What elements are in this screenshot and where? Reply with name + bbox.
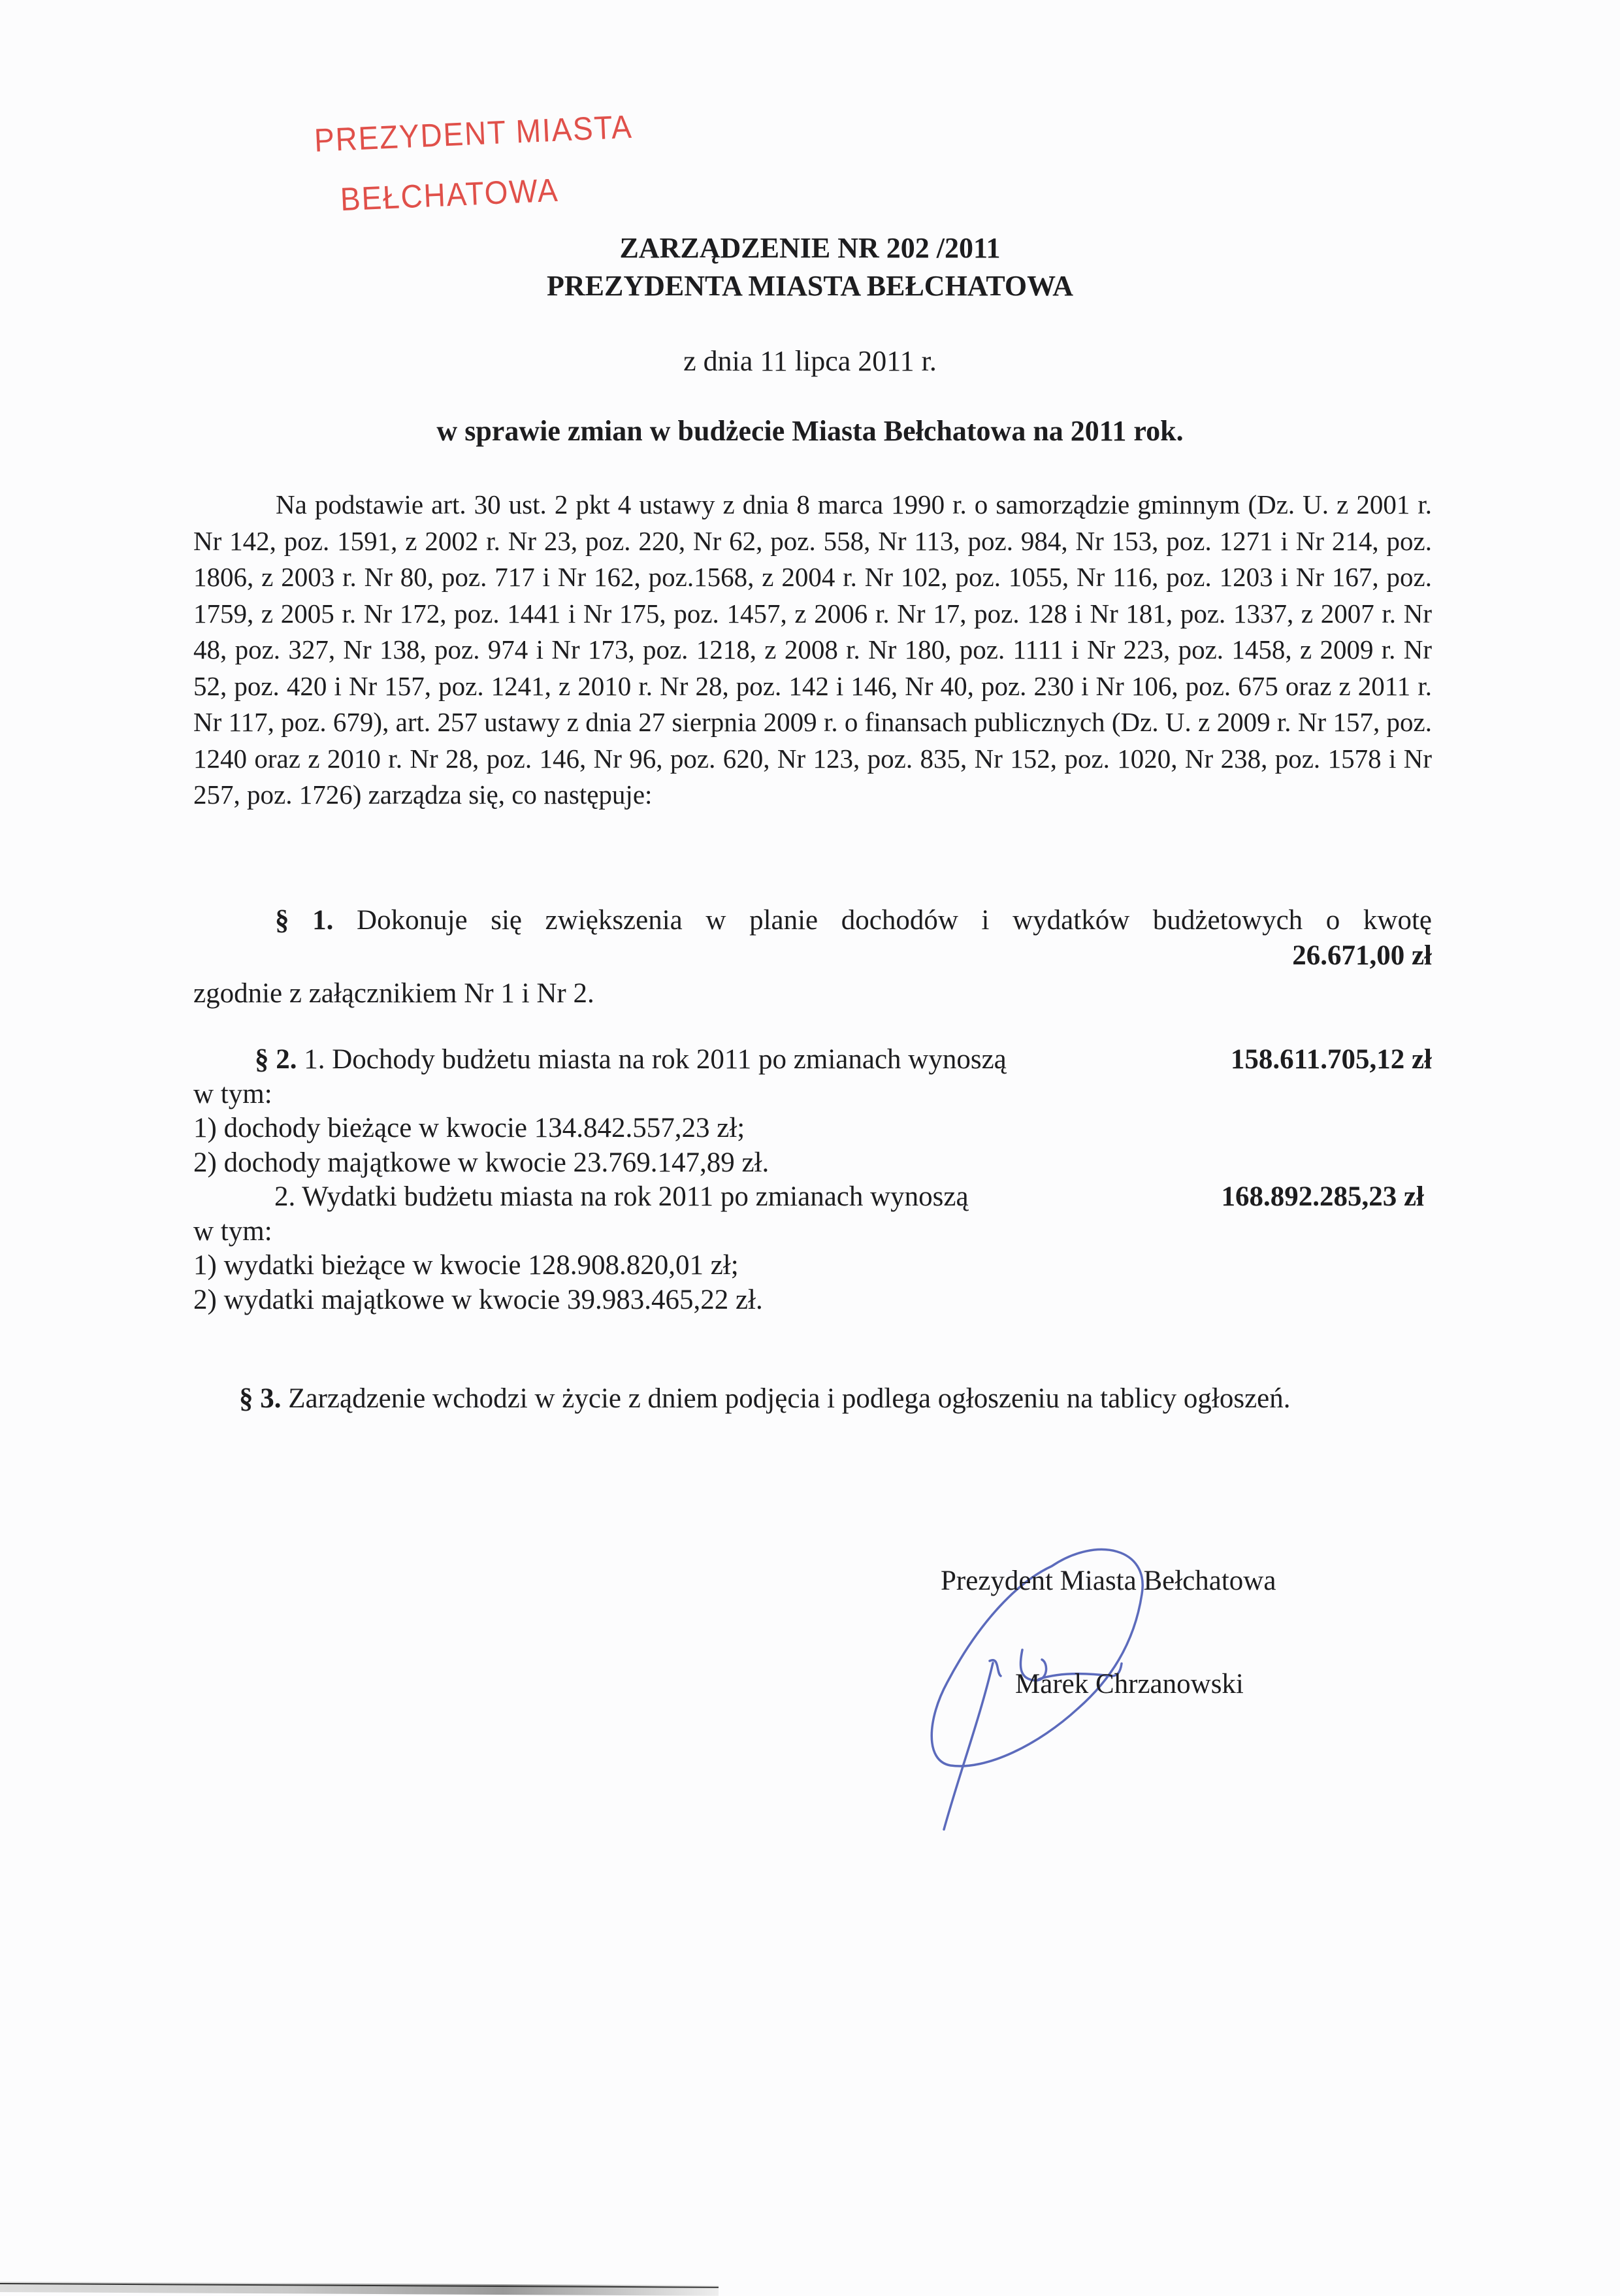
expense-item-current: 1) wydatki bieżące w kwocie 128.908.820,01 zł;: [193, 1250, 739, 1281]
section-1-amount: 26.671,00 zł: [1292, 940, 1432, 971]
income-item-capital: 2) dochody majątkowe w kwocie 23.769.147,89 zł.: [193, 1147, 770, 1178]
document-subject: w sprawie zmian w budżecie Miasta Bełchatowa na 2011 rok.: [436, 415, 1184, 447]
expense-label: 2. Wydatki budżetu miasta na rok 2011 po zmianach wynoszą: [274, 1181, 969, 1212]
section-3: [193, 1382, 1432, 1416]
income-item-current: 1) dochody bieżące w kwocie 134.842.557,23 zł;: [193, 1113, 745, 1143]
expense-total-row: [193, 1180, 1432, 1215]
section-1-tail: zgodnie z załącznikiem Nr 1 i Nr 2.: [193, 978, 594, 1009]
section-1: [193, 903, 1432, 1011]
signatory-title: Prezydent Miasta Bełchatowa: [941, 1566, 1276, 1596]
expense-total: 168.892.285,23 zł: [1221, 1181, 1424, 1212]
section-2-number: § 2.: [255, 1044, 297, 1075]
section-1-text-line: [193, 903, 1432, 938]
signature-tail-stroke: [944, 1663, 993, 1829]
legal-basis-paragraph: Na podstawie art. 30 ust. 2 pkt 4 ustawy z dnia 8 marca 1990 r. o samorządzie gminnym (Dz. U. z 2001 r. Nr 142, poz. 1591, z 2002 r. Nr 23, poz. 220, Nr 62, poz. 558, Nr 113, poz. 984, Nr 153, poz. 1271 i Nr 214, poz. 1806, z 2003 r. Nr 80, poz. 717 i Nr 162, poz.1568, z 2004 r. Nr 102, poz. 1055, Nr 116, poz. 1203 i Nr 167, poz. 1759, z 2005 r. Nr 172, poz. 1441 i Nr 175, poz. 1457, z 2006 r. Nr 17, poz. 128 i Nr 181, poz. 1337, z 2007 r. Nr 48, poz. 327, Nr 138, poz. 974 i Nr 173, poz. 1218, z 2008 r. Nr 180, poz. 1111 i Nr 223, poz. 1458, z 2009 r. Nr 52, poz. 420 i Nr 157, poz. 1241, z 2010 r. Nr 28, poz. 142 i 146, Nr 40, poz. 230 i Nr 106, poz. 675 oraz z 2011 r. Nr 117, poz. 679), art. 257 ustawy z dnia 27 sierpnia 2009 r. o finansach publicznych (Dz. U. z 2009 r. Nr 157, poz. 1240 oraz z 2010 r. Nr 28, poz. 146, Nr 96, poz. 620, Nr 123, poz. 835, Nr 152, poz. 1020, Nr 238, poz. 1578 i Nr 257, poz. 1726) zarządza się, co następuje:: [193, 489, 1432, 810]
signatory-name: Marek Chrzanowski: [1015, 1669, 1244, 1699]
income-w-tym: w tym:: [193, 1078, 272, 1109]
document-issuer: PREZYDENTA MIASTA BEŁCHATOWA: [546, 270, 1073, 302]
income-total-row: [193, 1043, 1432, 1077]
stamp-line-1: PREZYDENT MIASTA: [313, 108, 634, 159]
section-3-text: Zarządzenie wchodzi w życie z dniem podjęcia i podlega ogłoszeniu na tablicy ogłoszeń.: [288, 1383, 1291, 1414]
section-1-number: § 1.: [275, 905, 334, 936]
section-3-number: § 3.: [239, 1383, 282, 1414]
section-2: [193, 1043, 1432, 1317]
stamp-line-2: BEŁCHATOWA: [339, 171, 560, 218]
income-total: 158.611.705,12 zł: [1230, 1044, 1432, 1075]
document-date: z dnia 11 lipca 2011 r.: [683, 345, 937, 377]
document-title: ZARZĄDZENIE NR 202 /2011: [619, 232, 1001, 264]
section-1-text: Dokonuje się zwiększenia w planie dochodów i wydatków budżetowych o kwotę: [357, 905, 1433, 936]
official-stamp: [314, 109, 664, 217]
expense-w-tym: w tym:: [193, 1215, 272, 1247]
expense-item-capital: 2) wydatki majątkowe w kwocie 39.983.465,22 zł.: [193, 1284, 763, 1315]
income-label: 1. Dochody budżetu miasta na rok 2011 po zmianach wynoszą: [304, 1044, 1007, 1075]
